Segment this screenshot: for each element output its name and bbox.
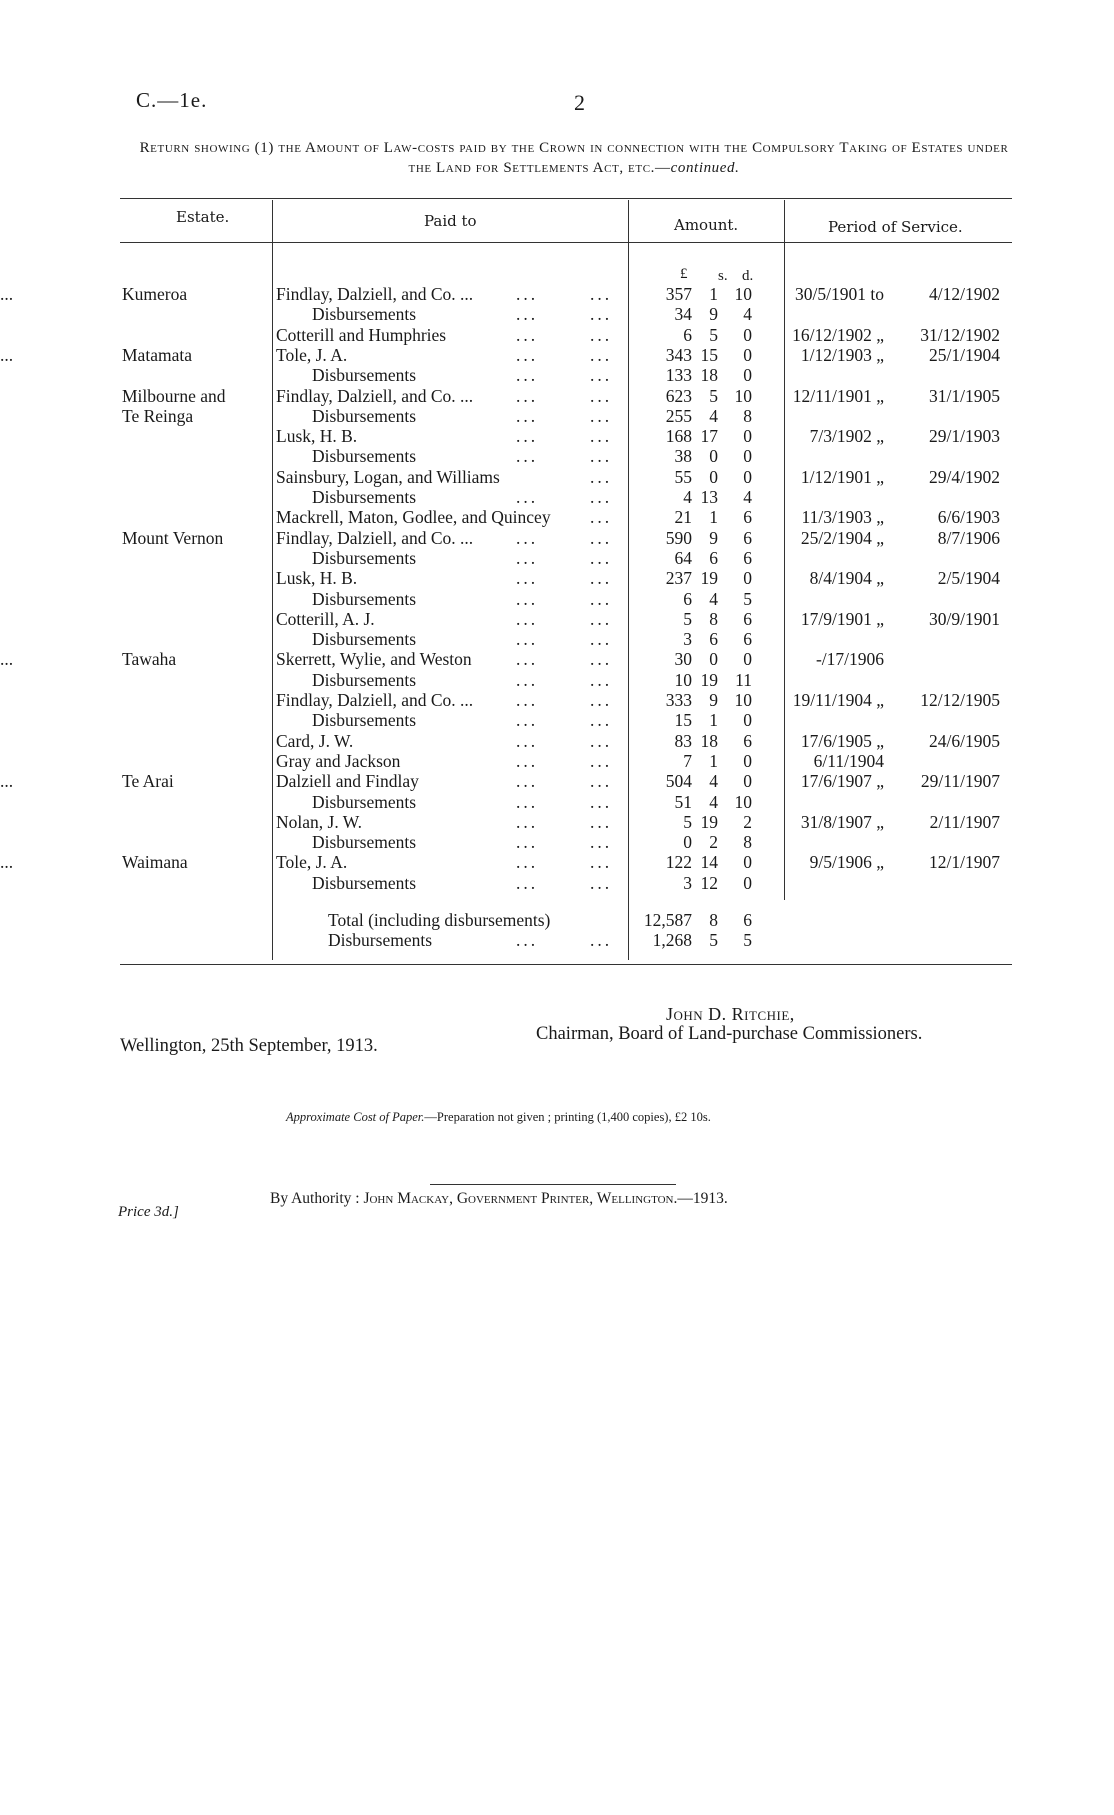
period-to: 2/11/1907 xyxy=(929,811,1000,832)
leader-dots: ... xyxy=(590,527,613,548)
leader-dots: ... xyxy=(516,405,539,426)
leader-dots: ... xyxy=(590,730,613,751)
amount-pounds: 5 xyxy=(683,811,692,832)
table-row xyxy=(0,629,1114,649)
paid-to: Disbursements xyxy=(312,872,417,893)
amount-shillings: 4 xyxy=(709,791,718,812)
leader-dots: ... xyxy=(516,629,539,650)
table-row xyxy=(0,345,1114,365)
period-from: 17/9/1901 „ xyxy=(800,608,884,629)
period-from: -/17/1906 xyxy=(815,649,884,670)
paid-to: Disbursements xyxy=(312,588,417,609)
cost-note-text: —Preparation not given ; printing (1,400 copies), £2 10s. xyxy=(424,1110,711,1124)
table-row xyxy=(0,649,1114,669)
authority-prefix: By Authority : xyxy=(270,1190,364,1207)
amount-pence: 4 xyxy=(743,304,752,325)
amount-shillings: 15 xyxy=(700,344,718,365)
amount-pence: 10 xyxy=(734,385,752,406)
period-from: 30/5/1901 to xyxy=(795,284,884,304)
leader-dots: ... xyxy=(590,750,613,771)
period-to: 31/12/1902 xyxy=(920,324,1000,345)
amount-pence: 0 xyxy=(743,710,752,731)
table-title-continued: continued. xyxy=(670,160,740,176)
header-paid-to: Paid to xyxy=(424,212,477,230)
paid-to: Findlay, Dalziell, and Co. ... xyxy=(276,527,474,548)
amount-pounds: 133 xyxy=(665,365,692,386)
table-row xyxy=(0,487,1114,507)
period-to: 30/9/1901 xyxy=(929,608,1000,629)
amount-shillings: 4 xyxy=(709,405,718,426)
amount-pounds: 504 xyxy=(665,771,692,792)
footer-rule xyxy=(430,1184,676,1185)
paid-to: Disbursements xyxy=(312,405,417,426)
amount-pounds: 55 xyxy=(674,466,692,487)
paid-to: Skerrett, Wylie, and Weston xyxy=(276,649,472,670)
amount-pence: 6 xyxy=(743,730,752,751)
leader-dots: ... xyxy=(516,284,539,304)
period-to: 25/1/1904 xyxy=(929,344,1000,365)
paid-to: Disbursements xyxy=(312,832,417,853)
table-title-main: Return showing (1) the Amount of Law-costs paid by the Crown in connection with the Compulsory Taking of Estates under the Land for Settlements Act, etc.— xyxy=(139,140,1009,176)
leader-dots: ... xyxy=(590,547,613,568)
table-row xyxy=(0,446,1114,466)
table-title xyxy=(134,138,1014,178)
amount-shillings: 14 xyxy=(700,852,718,873)
paid-to: Disbursements xyxy=(312,487,417,507)
leader-dots: ... xyxy=(516,872,539,893)
paid-to: Disbursements xyxy=(312,365,417,386)
paid-to: Gray and Jackson xyxy=(276,750,401,771)
leader-dots: ... xyxy=(590,344,613,365)
leader-dots: ... xyxy=(516,547,539,568)
period-from: 6/11/1904 xyxy=(813,750,884,771)
estate-name: Matamata xyxy=(122,344,192,365)
printer-authority xyxy=(270,1190,728,1208)
amount-pounds: 343 xyxy=(665,344,692,365)
leader-dots: ... xyxy=(590,771,613,792)
amount-pounds: 51 xyxy=(674,791,692,812)
leader-dots: ... xyxy=(590,811,613,832)
leader-dots: ... xyxy=(590,588,613,609)
paid-to: Cotterill and Humphries xyxy=(276,324,447,345)
leader-dots: ... xyxy=(590,690,613,710)
leader-dots: ... xyxy=(516,365,539,386)
totals-pounds: 1,268 xyxy=(652,930,692,950)
table-row xyxy=(0,507,1114,527)
table-row xyxy=(0,751,1114,771)
amount-pounds: 30 xyxy=(674,649,692,670)
leader-dots: ... xyxy=(590,385,613,406)
paid-to: Findlay, Dalziell, and Co. ... xyxy=(276,284,474,304)
leader-dots: ... xyxy=(516,649,539,670)
period-to: 2/5/1904 xyxy=(937,568,1000,589)
estate-name: Te Reinga xyxy=(122,405,194,426)
leader-dots: ... xyxy=(516,710,539,731)
amount-shillings: 4 xyxy=(709,588,718,609)
totals-pence: 6 xyxy=(743,910,752,930)
totals-shillings: 8 xyxy=(709,910,718,930)
table-row xyxy=(0,426,1114,446)
period-from: 17/6/1905 „ xyxy=(800,730,884,751)
leader-dots: ... xyxy=(590,710,613,731)
amount-pence: 0 xyxy=(743,568,752,589)
period-to: 4/12/1902 xyxy=(929,284,1000,304)
table-row xyxy=(0,710,1114,730)
leader-dots: ... xyxy=(516,930,539,950)
amount-pence: 6 xyxy=(743,527,752,548)
leader-dots: ... xyxy=(590,284,613,304)
period-to: 29/1/1903 xyxy=(929,426,1000,447)
period-from: 7/3/1902 „ xyxy=(809,426,884,447)
period-from: 8/4/1904 „ xyxy=(809,568,884,589)
amount-pounds: 590 xyxy=(665,527,692,548)
totals-row xyxy=(0,930,1114,950)
leader-dots: ... xyxy=(516,811,539,832)
leader-dots: ... xyxy=(590,669,613,690)
amount-shillings: 17 xyxy=(700,426,718,447)
leader-dots: ... xyxy=(516,669,539,690)
leader-dots: ... xyxy=(590,446,613,467)
paid-to: Disbursements xyxy=(312,629,417,650)
paid-to: Nolan, J. W. xyxy=(276,811,363,832)
table-row xyxy=(0,589,1114,609)
leader-dots: ... xyxy=(0,771,14,792)
cost-note xyxy=(286,1110,711,1125)
amount-pence: 10 xyxy=(734,284,752,304)
amount-shillings: 9 xyxy=(709,690,718,710)
amount-pence: 8 xyxy=(743,405,752,426)
estate-name: Tawaha xyxy=(122,649,177,670)
totals-label: Disbursements xyxy=(328,930,433,950)
amount-shillings: 18 xyxy=(700,730,718,751)
totals-pence: 5 xyxy=(743,930,752,950)
amount-shillings: 6 xyxy=(709,629,718,650)
place-date: Wellington, 25th September, 1913. xyxy=(120,1036,378,1056)
estate-name: Te Arai xyxy=(122,771,174,792)
leader-dots: ... xyxy=(516,690,539,710)
leader-dots: ... xyxy=(590,608,613,629)
totals-shillings: 5 xyxy=(709,930,718,950)
leader-dots: ... xyxy=(590,568,613,589)
amount-shillings: 1 xyxy=(709,284,718,304)
amount-shillings: 5 xyxy=(709,324,718,345)
amount-shillings: 1 xyxy=(709,750,718,771)
period-from: 16/12/1902 „ xyxy=(792,324,884,345)
amount-shillings: 0 xyxy=(709,446,718,467)
leader-dots: ... xyxy=(516,385,539,406)
paid-to: Sainsbury, Logan, and Williams xyxy=(276,466,500,487)
amount-pence: 0 xyxy=(743,852,752,873)
leader-dots: ... xyxy=(516,324,539,345)
paid-to: Tole, J. A. xyxy=(276,852,348,873)
period-from: 19/11/1904 „ xyxy=(792,690,884,710)
amount-shillings: 19 xyxy=(700,568,718,589)
leader-dots: ... xyxy=(590,304,613,325)
period-from: 1/12/1903 „ xyxy=(800,344,884,365)
leader-dots: ... xyxy=(516,304,539,325)
amount-pence: 4 xyxy=(743,487,752,507)
estate-name: Mount Vernon xyxy=(122,527,224,548)
leader-dots: ... xyxy=(516,852,539,873)
period-to: 24/6/1905 xyxy=(929,730,1000,751)
leader-dots: ... xyxy=(0,344,14,365)
amount-pence: 0 xyxy=(743,365,752,386)
amount-shillings: 8 xyxy=(709,608,718,629)
paid-to: Tole, J. A. xyxy=(276,344,348,365)
amount-pence: 10 xyxy=(734,690,752,710)
amount-pence: 0 xyxy=(743,649,752,670)
amount-pence: 6 xyxy=(743,608,752,629)
amount-pounds: 357 xyxy=(665,284,692,304)
amount-pounds: 623 xyxy=(665,385,692,406)
amount-shillings: 0 xyxy=(709,649,718,670)
leader-dots: ... xyxy=(516,588,539,609)
amount-pence: 0 xyxy=(743,771,752,792)
table-row xyxy=(0,832,1114,852)
amount-pounds: 15 xyxy=(674,710,692,731)
signatory-title: Chairman, Board of Land-purchase Commissioners. xyxy=(536,1024,923,1044)
authority-name: John Mackay, Government Printer, Wellington.—1913. xyxy=(363,1190,728,1207)
leader-dots: ... xyxy=(590,872,613,893)
amount-shillings: 6 xyxy=(709,547,718,568)
currency-pounds: £ xyxy=(680,266,688,282)
leader-dots: ... xyxy=(590,324,613,345)
currency-shillings: s. xyxy=(718,268,728,284)
leader-dots: ... xyxy=(516,730,539,751)
paid-to: Disbursements xyxy=(312,304,417,325)
amount-pence: 6 xyxy=(743,629,752,650)
table-row xyxy=(0,365,1114,385)
leader-dots: ... xyxy=(516,750,539,771)
amount-pence: 5 xyxy=(743,588,752,609)
amount-pounds: 3 xyxy=(683,872,692,893)
leader-dots: ... xyxy=(0,649,14,670)
period-to: 29/4/1902 xyxy=(929,466,1000,487)
amount-shillings: 9 xyxy=(709,527,718,548)
amount-pounds: 6 xyxy=(683,588,692,609)
period-to: 29/11/1907 xyxy=(920,771,1000,792)
page-number: 2 xyxy=(574,90,585,115)
estate-name: Kumeroa xyxy=(122,284,188,304)
amount-pounds: 4 xyxy=(683,487,692,507)
table-row xyxy=(0,304,1114,324)
leader-dots: ... xyxy=(516,446,539,467)
paid-to: Dalziell and Findlay xyxy=(276,771,419,792)
amount-pence: 10 xyxy=(734,791,752,812)
paid-to: Card, J. W. xyxy=(276,730,354,751)
estate-name: Waimana xyxy=(122,852,188,873)
amount-pence: 0 xyxy=(743,344,752,365)
leader-dots: ... xyxy=(590,405,613,426)
table-row xyxy=(0,386,1114,406)
header-estate: Estate. xyxy=(176,208,230,226)
amount-shillings: 13 xyxy=(700,487,718,507)
period-to: 12/12/1905 xyxy=(920,690,1000,710)
amount-pounds: 38 xyxy=(674,446,692,467)
paid-to: Disbursements xyxy=(312,547,417,568)
amount-pence: 0 xyxy=(743,750,752,771)
amount-pence: 11 xyxy=(735,669,752,690)
paid-to: Disbursements xyxy=(312,710,417,731)
leader-dots: ... xyxy=(590,507,613,528)
leader-dots: ... xyxy=(0,284,14,304)
table-row xyxy=(0,406,1114,426)
header-period: Period of Service. xyxy=(828,218,963,236)
paid-to: Findlay, Dalziell, and Co. ... xyxy=(276,385,474,406)
amount-shillings: 5 xyxy=(709,385,718,406)
table-row xyxy=(0,670,1114,690)
amount-shillings: 1 xyxy=(709,710,718,731)
amount-pounds: 64 xyxy=(674,547,692,568)
table-top-rule xyxy=(120,198,1012,199)
period-from: 9/5/1906 „ xyxy=(809,852,884,873)
table-row xyxy=(0,690,1114,710)
period-to: 31/1/1905 xyxy=(929,385,1000,406)
table-header-rule xyxy=(120,242,1012,243)
amount-pounds: 34 xyxy=(674,304,692,325)
paid-to: Cotterill, A. J. xyxy=(276,608,375,629)
leader-dots: ... xyxy=(590,649,613,670)
table-row xyxy=(0,852,1114,872)
period-from: 17/6/1907 „ xyxy=(800,771,884,792)
table-row xyxy=(0,812,1114,832)
amount-pence: 0 xyxy=(743,446,752,467)
period-from: 31/8/1907 „ xyxy=(800,811,884,832)
table-row xyxy=(0,325,1114,345)
amount-pence: 0 xyxy=(743,426,752,447)
totals-label: Total (including disbursements) xyxy=(328,910,551,930)
amount-pounds: 3 xyxy=(683,629,692,650)
amount-pounds: 6 xyxy=(683,324,692,345)
cost-note-label: Approximate Cost of Paper. xyxy=(286,1110,425,1124)
table-row xyxy=(0,528,1114,548)
signatory-name: John D. Ritchie, xyxy=(666,1004,795,1024)
leader-dots: ... xyxy=(590,791,613,812)
amount-pence: 0 xyxy=(743,872,752,893)
amount-pounds: 21 xyxy=(674,507,692,528)
paid-to: Disbursements xyxy=(312,791,417,812)
amount-pence: 0 xyxy=(743,324,752,345)
leader-dots: ... xyxy=(0,852,14,873)
amount-shillings: 12 xyxy=(700,872,718,893)
leader-dots: ... xyxy=(516,832,539,853)
totals-pounds: 12,587 xyxy=(643,910,692,930)
leader-dots: ... xyxy=(516,568,539,589)
leader-dots: ... xyxy=(516,487,539,507)
price: Price 3d.] xyxy=(118,1204,179,1220)
amount-pounds: 10 xyxy=(674,669,692,690)
period-to: 6/6/1903 xyxy=(937,507,1000,528)
leader-dots: ... xyxy=(516,771,539,792)
paid-to: Lusk, H. B. xyxy=(276,568,358,589)
period-from: 12/11/1901 „ xyxy=(792,385,884,406)
table-row xyxy=(0,548,1114,568)
amount-shillings: 19 xyxy=(700,811,718,832)
amount-pence: 8 xyxy=(743,832,752,853)
amount-pounds: 0 xyxy=(683,832,692,853)
amount-pounds: 255 xyxy=(665,405,692,426)
leader-dots: ... xyxy=(590,466,613,487)
leader-dots: ... xyxy=(590,629,613,650)
leader-dots: ... xyxy=(590,832,613,853)
amount-pounds: 7 xyxy=(683,750,692,771)
leader-dots: ... xyxy=(590,365,613,386)
table-row xyxy=(0,284,1114,304)
currency-pence: d. xyxy=(742,268,754,284)
table-row xyxy=(0,731,1114,751)
leader-dots: ... xyxy=(590,426,613,447)
amount-pounds: 333 xyxy=(665,690,692,710)
amount-shillings: 0 xyxy=(709,466,718,487)
table-row xyxy=(0,568,1114,588)
amount-pounds: 83 xyxy=(674,730,692,751)
amount-pounds: 237 xyxy=(665,568,692,589)
paid-to: Mackrell, Maton, Godlee, and Quincey xyxy=(276,507,551,528)
amount-pounds: 5 xyxy=(683,608,692,629)
header-amount: Amount. xyxy=(674,216,739,234)
period-from: 25/2/1904 „ xyxy=(800,527,884,548)
amount-shillings: 19 xyxy=(700,669,718,690)
leader-dots: ... xyxy=(590,852,613,873)
totals-row xyxy=(0,910,1114,930)
paid-to: Disbursements xyxy=(312,446,417,467)
amount-shillings: 2 xyxy=(709,832,718,853)
amount-shillings: 1 xyxy=(709,507,718,528)
amount-pence: 2 xyxy=(743,811,752,832)
leader-dots: ... xyxy=(516,344,539,365)
leader-dots: ... xyxy=(590,487,613,507)
leader-dots: ... xyxy=(516,791,539,812)
leader-dots: ... xyxy=(516,426,539,447)
amount-pounds: 168 xyxy=(665,426,692,447)
table-row xyxy=(0,467,1114,487)
period-from: 1/12/1901 „ xyxy=(800,466,884,487)
period-to: 8/7/1906 xyxy=(937,527,1000,548)
estate-name: Milbourne and xyxy=(122,385,226,406)
table-row xyxy=(0,609,1114,629)
amount-pence: 0 xyxy=(743,466,752,487)
amount-shillings: 9 xyxy=(709,304,718,325)
paid-to: Lusk, H. B. xyxy=(276,426,358,447)
paid-to: Findlay, Dalziell, and Co. ... xyxy=(276,690,474,710)
paid-to: Disbursements xyxy=(312,669,417,690)
table-row xyxy=(0,873,1114,893)
table-row xyxy=(0,771,1114,791)
leader-dots: ... xyxy=(516,527,539,548)
amount-pence: 6 xyxy=(743,547,752,568)
amount-shillings: 18 xyxy=(700,365,718,386)
document-reference: C.—1e. xyxy=(136,88,208,112)
table-bottom-rule xyxy=(120,964,1012,965)
amount-pounds: 122 xyxy=(665,852,692,873)
table-row xyxy=(0,792,1114,812)
leader-dots: ... xyxy=(516,608,539,629)
period-to: 12/1/1907 xyxy=(929,852,1000,873)
leader-dots: ... xyxy=(590,930,613,950)
amount-pence: 6 xyxy=(743,507,752,528)
amount-shillings: 4 xyxy=(709,771,718,792)
period-from: 11/3/1903 „ xyxy=(801,507,884,528)
